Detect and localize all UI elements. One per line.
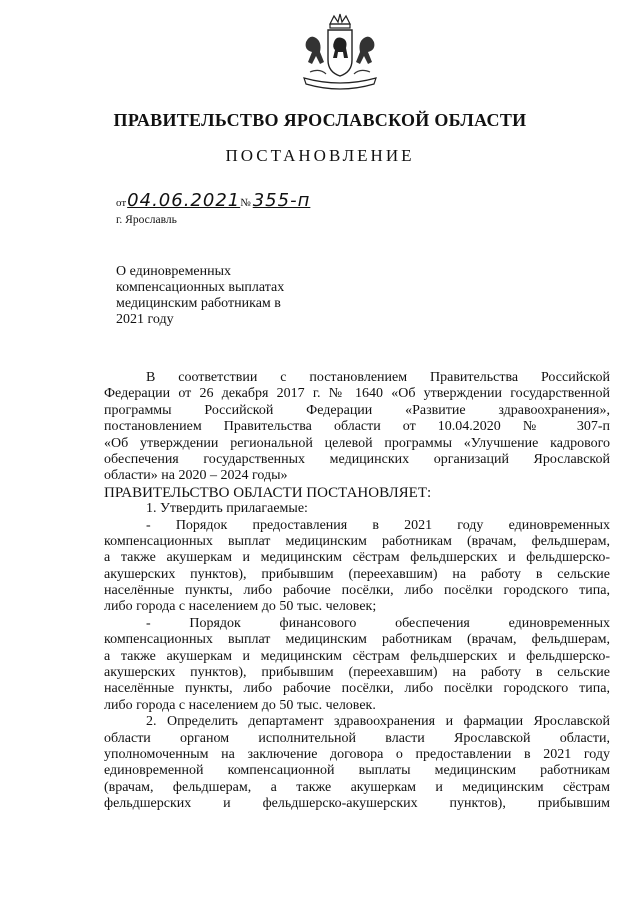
bullet-2-line: а также акушеркам и медицинским сёстрам фельдшерских и фельдшерско-	[104, 648, 610, 664]
document-date: 04.06.2021	[127, 190, 241, 211]
body-line: области» на 2020 – 2024 годы»	[104, 468, 288, 484]
body-line: «Об утверждении региональной целевой программы «Улучшение кадрового	[104, 435, 610, 451]
document-meta	[116, 190, 310, 211]
city: г. Ярославль	[116, 214, 177, 226]
body-line: обеспечения государственных медицинских организаций Ярославской	[104, 451, 610, 467]
resolves-heading: ПРАВИТЕЛЬСТВО ОБЛАСТИ ПОСТАНОВЛЯЕТ:	[104, 484, 432, 501]
body-line: программы Российской Федерации «Развитие здравоохранения»,	[104, 402, 610, 418]
bullet-2-line: компенсационных выплат медицинским работникам (врачам, фельдшерам,	[104, 632, 610, 648]
subject-block	[116, 264, 316, 328]
document-body	[104, 370, 610, 813]
subject-line: 2021 году	[116, 312, 174, 327]
bullet-2-line: населённые пункты, либо рабочие посёлки, либо посёлки городского типа,	[104, 681, 610, 697]
item-1: 1. Утвердить прилагаемые:	[146, 501, 308, 517]
bullet-2-line: акушерских пунктов), прибывшим (переехавшим) на работу в сельские	[104, 665, 610, 681]
document-type: ПОСТАНОВЛЕНИЕ	[225, 146, 415, 165]
bullet-1-line: акушерских пунктов), прибывшим (переехавшим) на работу в сельские	[104, 566, 610, 582]
subject-line: компенсационных выплатах	[116, 280, 285, 295]
number-label: №	[240, 197, 251, 209]
coat-of-arms-icon	[290, 12, 390, 94]
from-label: от	[116, 197, 127, 209]
item-2-line: фельдшерских и фельдшерско-акушерских пунктов), прибывшим	[104, 796, 610, 812]
item-2-line: области органом исполнительной власти Ярославской области,	[104, 730, 610, 746]
body-line: постановлением Правительства области от 10.04.2020 № 307-п	[104, 419, 610, 435]
item-2-line: 2. Определить департамент здравоохранения и фармации Ярославской	[146, 714, 610, 730]
body-line: Федерации от 26 декабря 2017 г. № 1640 «Об утверждении государственной	[104, 386, 610, 402]
subject-line: О единовременных	[116, 264, 232, 279]
item-2-line: единовременной компенсационной выплаты медицинским работникам	[104, 763, 610, 779]
bullet-1-line: - Порядок предоставления в 2021 году единовременных	[146, 517, 610, 533]
bullet-1-line: компенсационных выплат медицинским работникам (врачам, фельдшерам,	[104, 533, 610, 549]
bullet-2-line: либо города с населением до 50 тыс. человек.	[104, 697, 376, 713]
bullet-1-line: либо города с населением до 50 тыс. человек;	[104, 599, 377, 615]
document-number: 355-п	[252, 190, 311, 211]
government-title: ПРАВИТЕЛЬСТВО ЯРОСЛАВСКОЙ ОБЛАСТИ	[113, 110, 527, 130]
bullet-1-line: населённые пункты, либо рабочие посёлки, либо посёлки городского типа,	[104, 583, 610, 599]
item-2-line: уполномоченным на заключение договора о предоставлении в 2021 году	[104, 746, 610, 762]
subject-line: медицинским работникам в	[116, 296, 281, 311]
bullet-1-line: а также акушеркам и медицинским сёстрам фельдшерских и фельдшерско-	[104, 550, 610, 566]
item-2-line: (врачам, фельдшерам, а также акушеркам и медицинским сёстрам	[104, 779, 610, 795]
bullet-2-line: - Порядок финансового обеспечения единовременных	[146, 615, 610, 631]
body-line: В соответствии с постановлением Правительства Российской	[146, 370, 610, 385]
